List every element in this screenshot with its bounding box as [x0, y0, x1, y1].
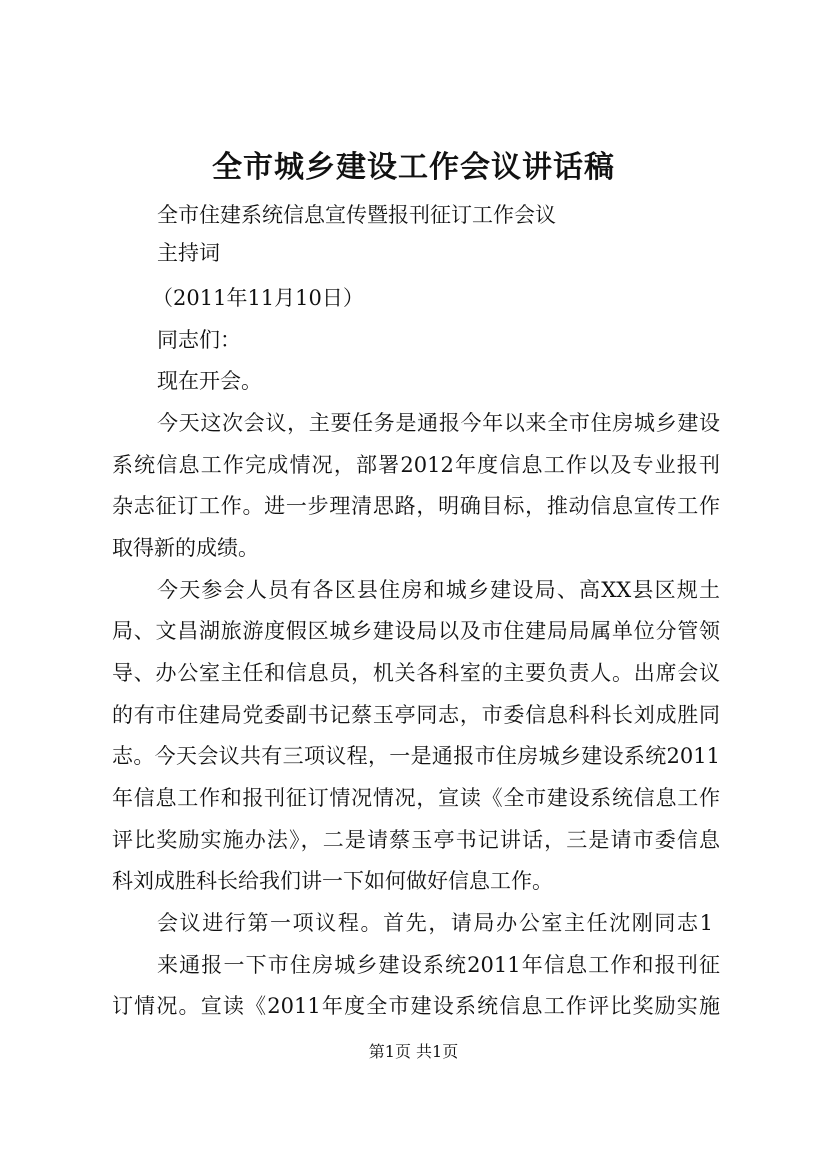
- paragraph-line: 局、文昌湖旅游度假区城乡建设局以及市住建局局属单位分管领: [112, 619, 720, 643]
- paragraph-line: 的有市住建局党委副书记蔡玉亭同志，市委信息科科长刘成胜同: [112, 703, 720, 727]
- paragraph-line: 取得新的成绩。: [112, 536, 259, 560]
- paragraph-line: 系统信息工作完成情况，部署2012年度信息工作以及专业报刊: [112, 453, 720, 477]
- paragraph-line: 评比奖励实施办法》，二是请蔡玉亭书记讲话，三是请市委信息: [112, 828, 720, 852]
- paragraph-line: 今天参会人员有各区县住房和城乡建设局、高XX县区规土: [157, 578, 720, 602]
- paragraph-line: 订情况。宣读《2011年度全市建设系统信息工作评比奖励实施: [112, 994, 720, 1018]
- greeting-line: 同志们：: [157, 328, 241, 352]
- paragraph-line: 年信息工作和报刊征订情况情况，宣读《全市建设系统信息工作: [112, 786, 720, 810]
- paragraph-line: 杂志征订工作。进一步理清思路，明确目标，推动信息宣传工作: [112, 494, 720, 518]
- host-speech-label: 主持词: [157, 241, 220, 265]
- page-number-footer: 第1页 共1页: [368, 1042, 459, 1061]
- opening-line: 现在开会。: [157, 369, 262, 393]
- paragraph-line: 科刘成胜科长给我们讲一下如何做好信息工作。: [112, 869, 553, 893]
- paragraph-line: 志。今天会议共有三项议程，一是通报市住房城乡建设系统2011: [112, 744, 720, 768]
- paragraph-line: 导、办公室主任和信息员，机关各科室的主要负责人。出席会议: [112, 661, 720, 685]
- paragraph-line: 今天这次会议，主要任务是通报今年以来全市住房城乡建设: [157, 411, 720, 435]
- meeting-name-line: 全市住建系统信息宣传暨报刊征订工作会议: [157, 203, 556, 227]
- paragraph-line: 会议进行第一项议程。首先，请局办公室主任沈刚同志1: [157, 911, 713, 935]
- document-title: 全市城乡建设工作会议讲话稿: [212, 150, 615, 185]
- paragraph-line: 来通报一下市住房城乡建设系统2011年信息工作和报刊征: [157, 953, 720, 977]
- date-line: （2011年11月10日）: [152, 286, 364, 310]
